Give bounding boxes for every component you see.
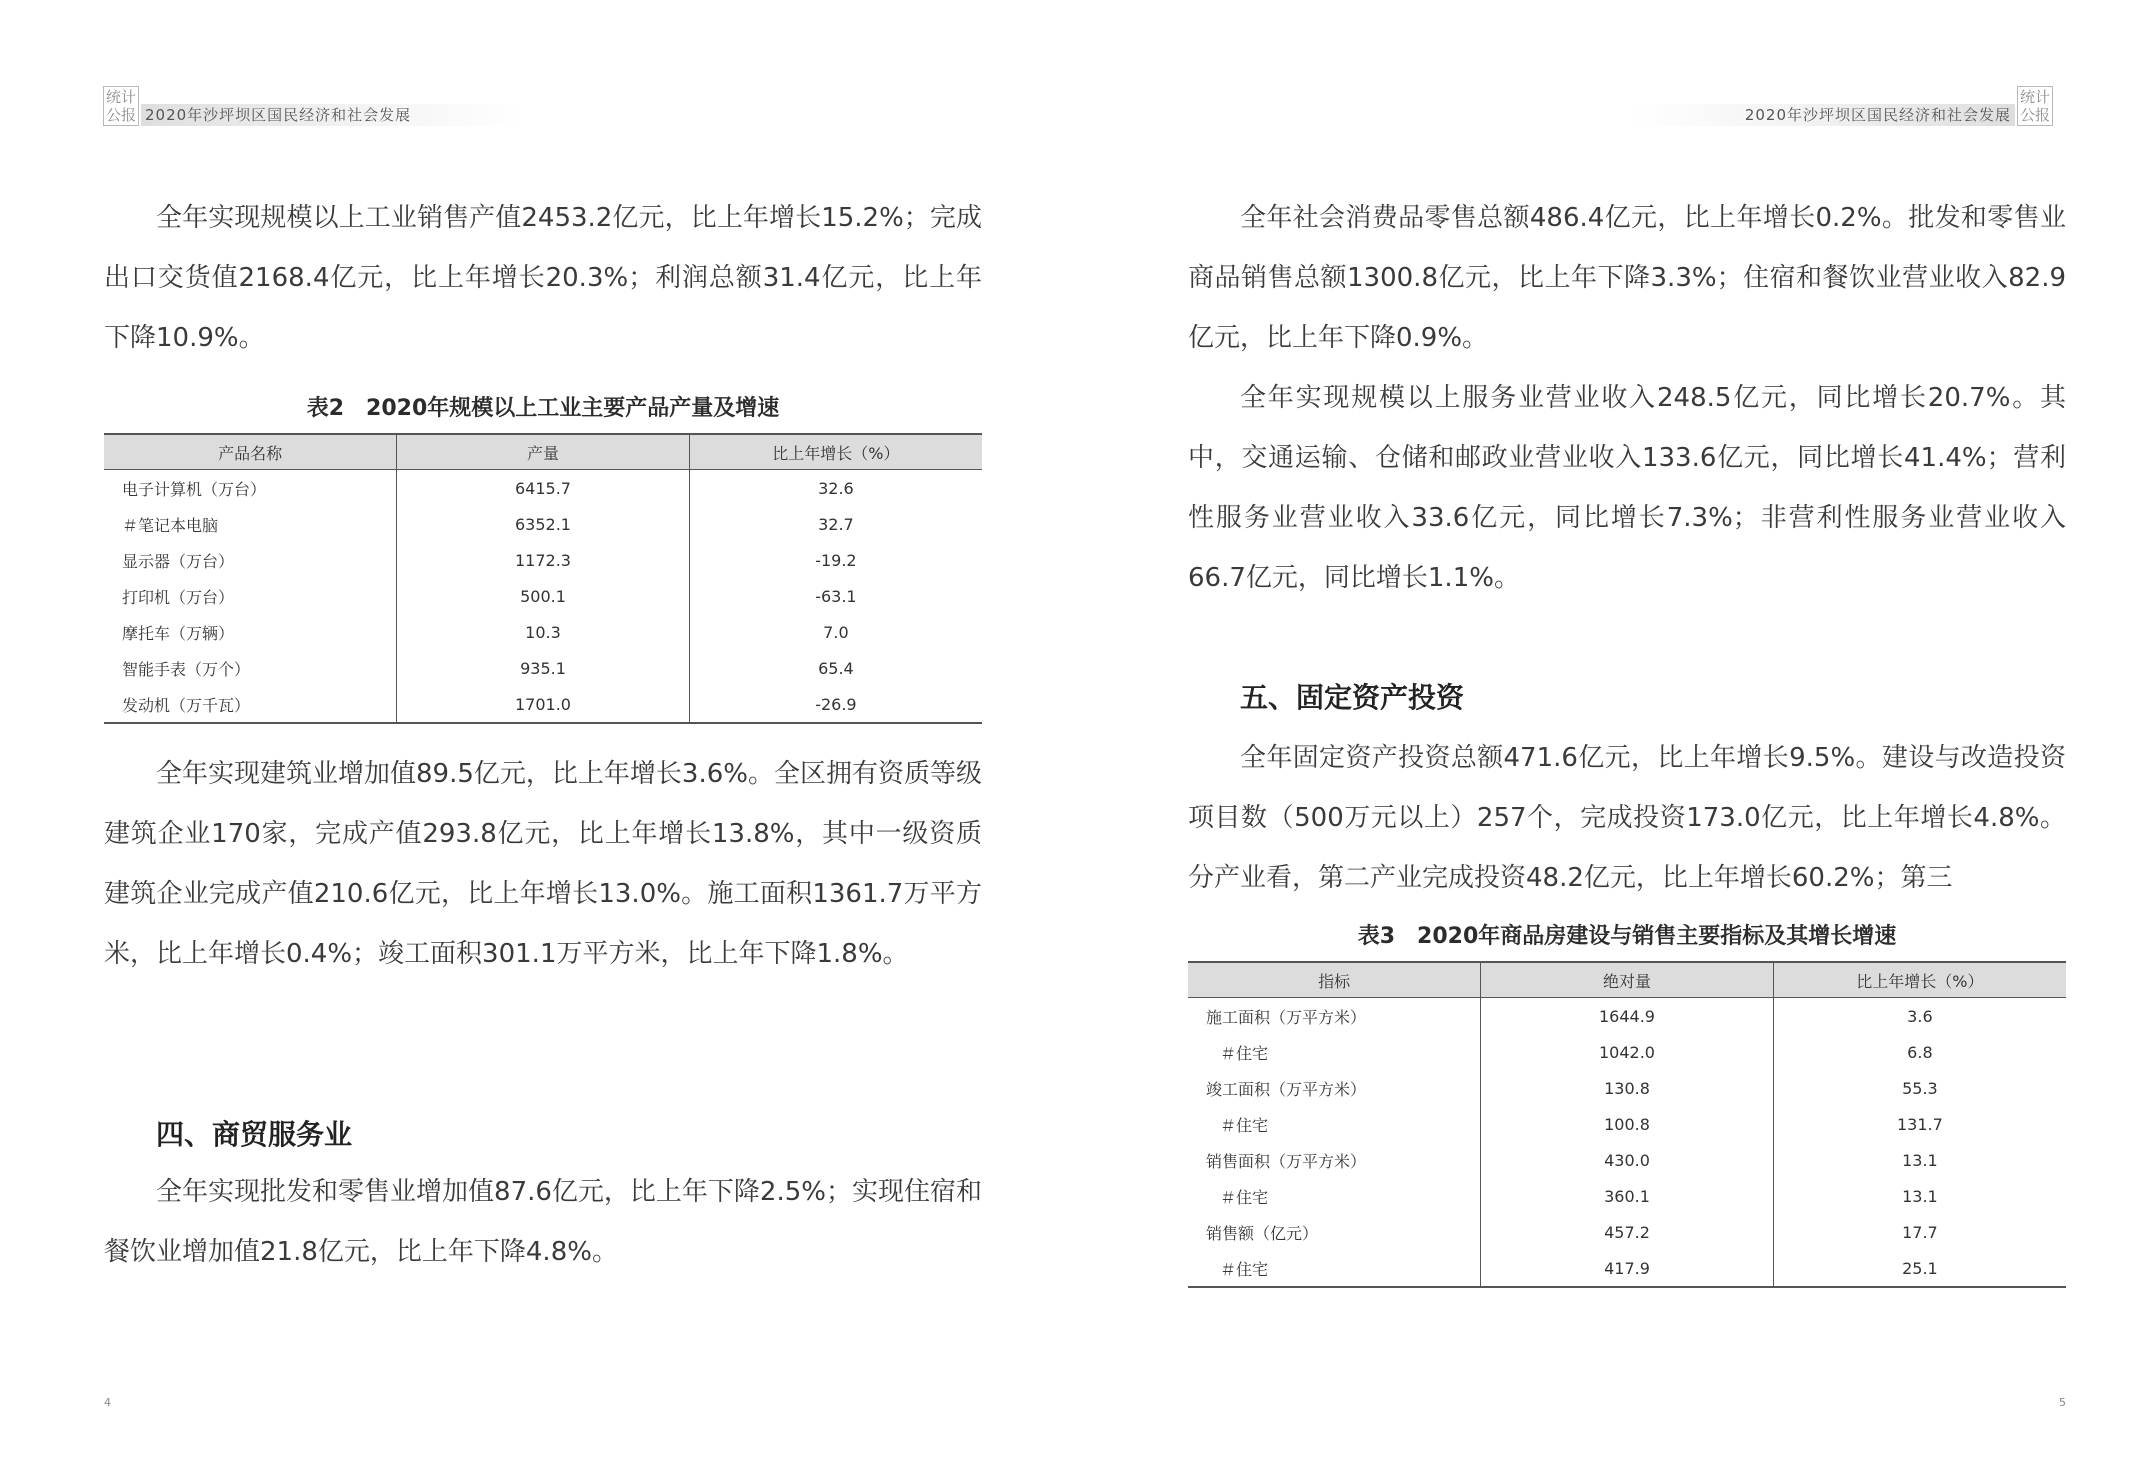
paragraph-industrial-sales: 全年实现规模以上工业销售产值2453.2亿元，比上年增长15.2%；完成出口交货值2168.4亿元，比上年增长20.3%；利润总额31.4亿元，比上年下降10.9%。	[104, 203, 982, 353]
cell-absolute: 100.8	[1481, 1106, 1774, 1142]
table-row	[1188, 1250, 2066, 1287]
paragraph-fixed-investment: 全年固定资产投资总额471.6亿元，比上年增长9.5%。建设与改造投资项目数（500万元以上）257个，完成投资173.0亿元，比上年增长4.8%。分产业看，第二产业完成投资48.2亿元，比上年增长60.2%；第三	[1188, 743, 2066, 893]
table-header-row	[104, 434, 982, 470]
page-number: 5	[2059, 1396, 2066, 1409]
cell-growth: 13.1	[1773, 1178, 2066, 1214]
section-title-fixed-investment: 五、固定资产投资	[1240, 681, 1465, 714]
cell-indicator: 销售面积（万平方米）	[1206, 1151, 1367, 1171]
cell-product: ＃笔记本电脑	[122, 515, 219, 535]
cell-indicator: 竣工面积（万平方米）	[1206, 1079, 1367, 1099]
table-row	[104, 470, 982, 507]
cell-growth: 65.4	[689, 650, 982, 686]
column-header: 指标	[1188, 962, 1481, 998]
table-row	[104, 578, 982, 614]
section-title-commerce: 四、商贸服务业	[156, 1118, 353, 1151]
cell-indicator: ＃住宅	[1188, 1250, 1481, 1287]
cell-output: 1701.0	[397, 686, 690, 723]
cell-growth: -26.9	[689, 686, 982, 723]
paragraph-retail-sales: 全年社会消费品零售总额486.4亿元，比上年增长0.2%。批发和零售业商品销售总额1300.8亿元，比上年下降3.3%；住宿和餐饮业营业收入82.9亿元，比上年下降0.9%。	[1188, 203, 2066, 353]
cell-growth: 7.0	[689, 614, 982, 650]
cell-growth: -19.2	[689, 542, 982, 578]
column-header: 产量	[397, 434, 690, 470]
cell-product: 发动机（万千瓦）	[104, 686, 397, 723]
header-title: 2020年沙坪坝区国民经济和社会发展	[141, 104, 525, 126]
cell-growth: 55.3	[1773, 1070, 2066, 1106]
running-header	[1633, 86, 2053, 128]
cell-absolute: 417.9	[1481, 1250, 1774, 1287]
page-number: 4	[104, 1396, 111, 1409]
paragraph-wholesale-retail: 全年实现批发和零售业增加值87.6亿元，比上年下降2.5%；实现住宿和餐饮业增加值21.8亿元，比上年下降4.8%。	[104, 1177, 982, 1267]
table2-caption: 表2 2020年规模以上工业主要产品产量及增速	[306, 396, 780, 421]
cell-growth: -63.1	[689, 578, 982, 614]
cell-growth: 3.6	[1773, 998, 2066, 1035]
cell-product: 摩托车（万辆）	[122, 623, 235, 643]
cell-indicator: ＃住宅	[1220, 1043, 1269, 1063]
bulletin-stamp: 统计 公报	[103, 86, 139, 126]
column-header: 绝对量	[1481, 962, 1774, 998]
left-page	[0, 0, 1074, 1458]
cell-output: 935.1	[397, 650, 690, 686]
cell-growth: 32.6	[689, 470, 982, 507]
paragraph-services-revenue: 全年实现规模以上服务业营业收入248.5亿元，同比增长20.7%。其中，交通运输、仓储和邮政业营业收入133.6亿元，同比增长41.4%；营利性服务业营业收入33.6亿元，同比增长7.3%；非营利性服务业营业收入66.7亿元，同比增长1.1%。	[1188, 383, 2066, 593]
table-header-row	[1188, 962, 2066, 998]
table-row	[104, 542, 982, 578]
cell-absolute: 1644.9	[1481, 998, 1774, 1035]
table-row	[104, 614, 982, 650]
cell-absolute: 130.8	[1481, 1070, 1774, 1106]
cell-absolute: 457.2	[1481, 1214, 1774, 1250]
cell-product: 显示器（万台）	[122, 551, 235, 571]
cell-output: 6352.1	[397, 506, 690, 542]
right-page	[1075, 0, 2149, 1458]
cell-product: 智能手表（万个）	[122, 659, 251, 679]
table-row	[1188, 1178, 2066, 1214]
table-row	[1188, 1070, 2066, 1106]
cell-output: 10.3	[397, 614, 690, 650]
column-header: 比上年增长（%）	[689, 434, 982, 470]
table-row	[1188, 1142, 2066, 1178]
cell-absolute: 430.0	[1481, 1142, 1774, 1178]
cell-growth: 32.7	[689, 506, 982, 542]
table-row	[104, 506, 982, 542]
cell-growth: 25.1	[1773, 1250, 2066, 1287]
table2	[104, 433, 982, 724]
cell-indicator: 施工面积（万平方米）	[1206, 1007, 1367, 1027]
cell-output: 500.1	[397, 578, 690, 614]
running-header	[103, 86, 523, 128]
table-row	[104, 686, 982, 723]
table-row	[104, 650, 982, 686]
table-row	[1188, 1106, 2066, 1142]
cell-growth: 13.1	[1773, 1142, 2066, 1178]
cell-indicator: ＃住宅	[1220, 1187, 1269, 1207]
table-row	[1188, 1034, 2066, 1070]
table-row	[1188, 1214, 2066, 1250]
column-header: 产品名称	[104, 434, 397, 470]
cell-growth: 17.7	[1773, 1214, 2066, 1250]
bulletin-stamp: 统计 公报	[2017, 86, 2053, 126]
table-row	[1188, 998, 2066, 1035]
cell-indicator: 销售额（亿元）	[1206, 1223, 1319, 1243]
cell-absolute: 360.1	[1481, 1178, 1774, 1214]
header-title: 2020年沙坪坝区国民经济和社会发展	[1631, 104, 2015, 126]
column-header: 比上年增长（%）	[1773, 962, 2066, 998]
cell-output: 6415.7	[397, 470, 690, 507]
cell-growth: 131.7	[1773, 1106, 2066, 1142]
cell-product: 打印机（万台）	[122, 587, 235, 607]
cell-absolute: 1042.0	[1481, 1034, 1774, 1070]
cell-indicator: ＃住宅	[1220, 1115, 1269, 1135]
paragraph-construction: 全年实现建筑业增加值89.5亿元，比上年增长3.6%。全区拥有资质等级建筑企业170家，完成产值293.8亿元，比上年增长13.8%，其中一级资质建筑企业完成产值210.6亿元，比上年增长13.0%。施工面积1361.7万平方米，比上年增长0.4%；竣工面积301.1万平方米，比上年下降1.8%。	[104, 759, 982, 969]
table3-caption: 表3 2020年商品房建设与销售主要指标及其增长增速	[1357, 924, 1897, 949]
cell-growth: 6.8	[1773, 1034, 2066, 1070]
table3	[1188, 961, 2066, 1288]
cell-product: 电子计算机（万台）	[122, 479, 267, 499]
cell-output: 1172.3	[397, 542, 690, 578]
